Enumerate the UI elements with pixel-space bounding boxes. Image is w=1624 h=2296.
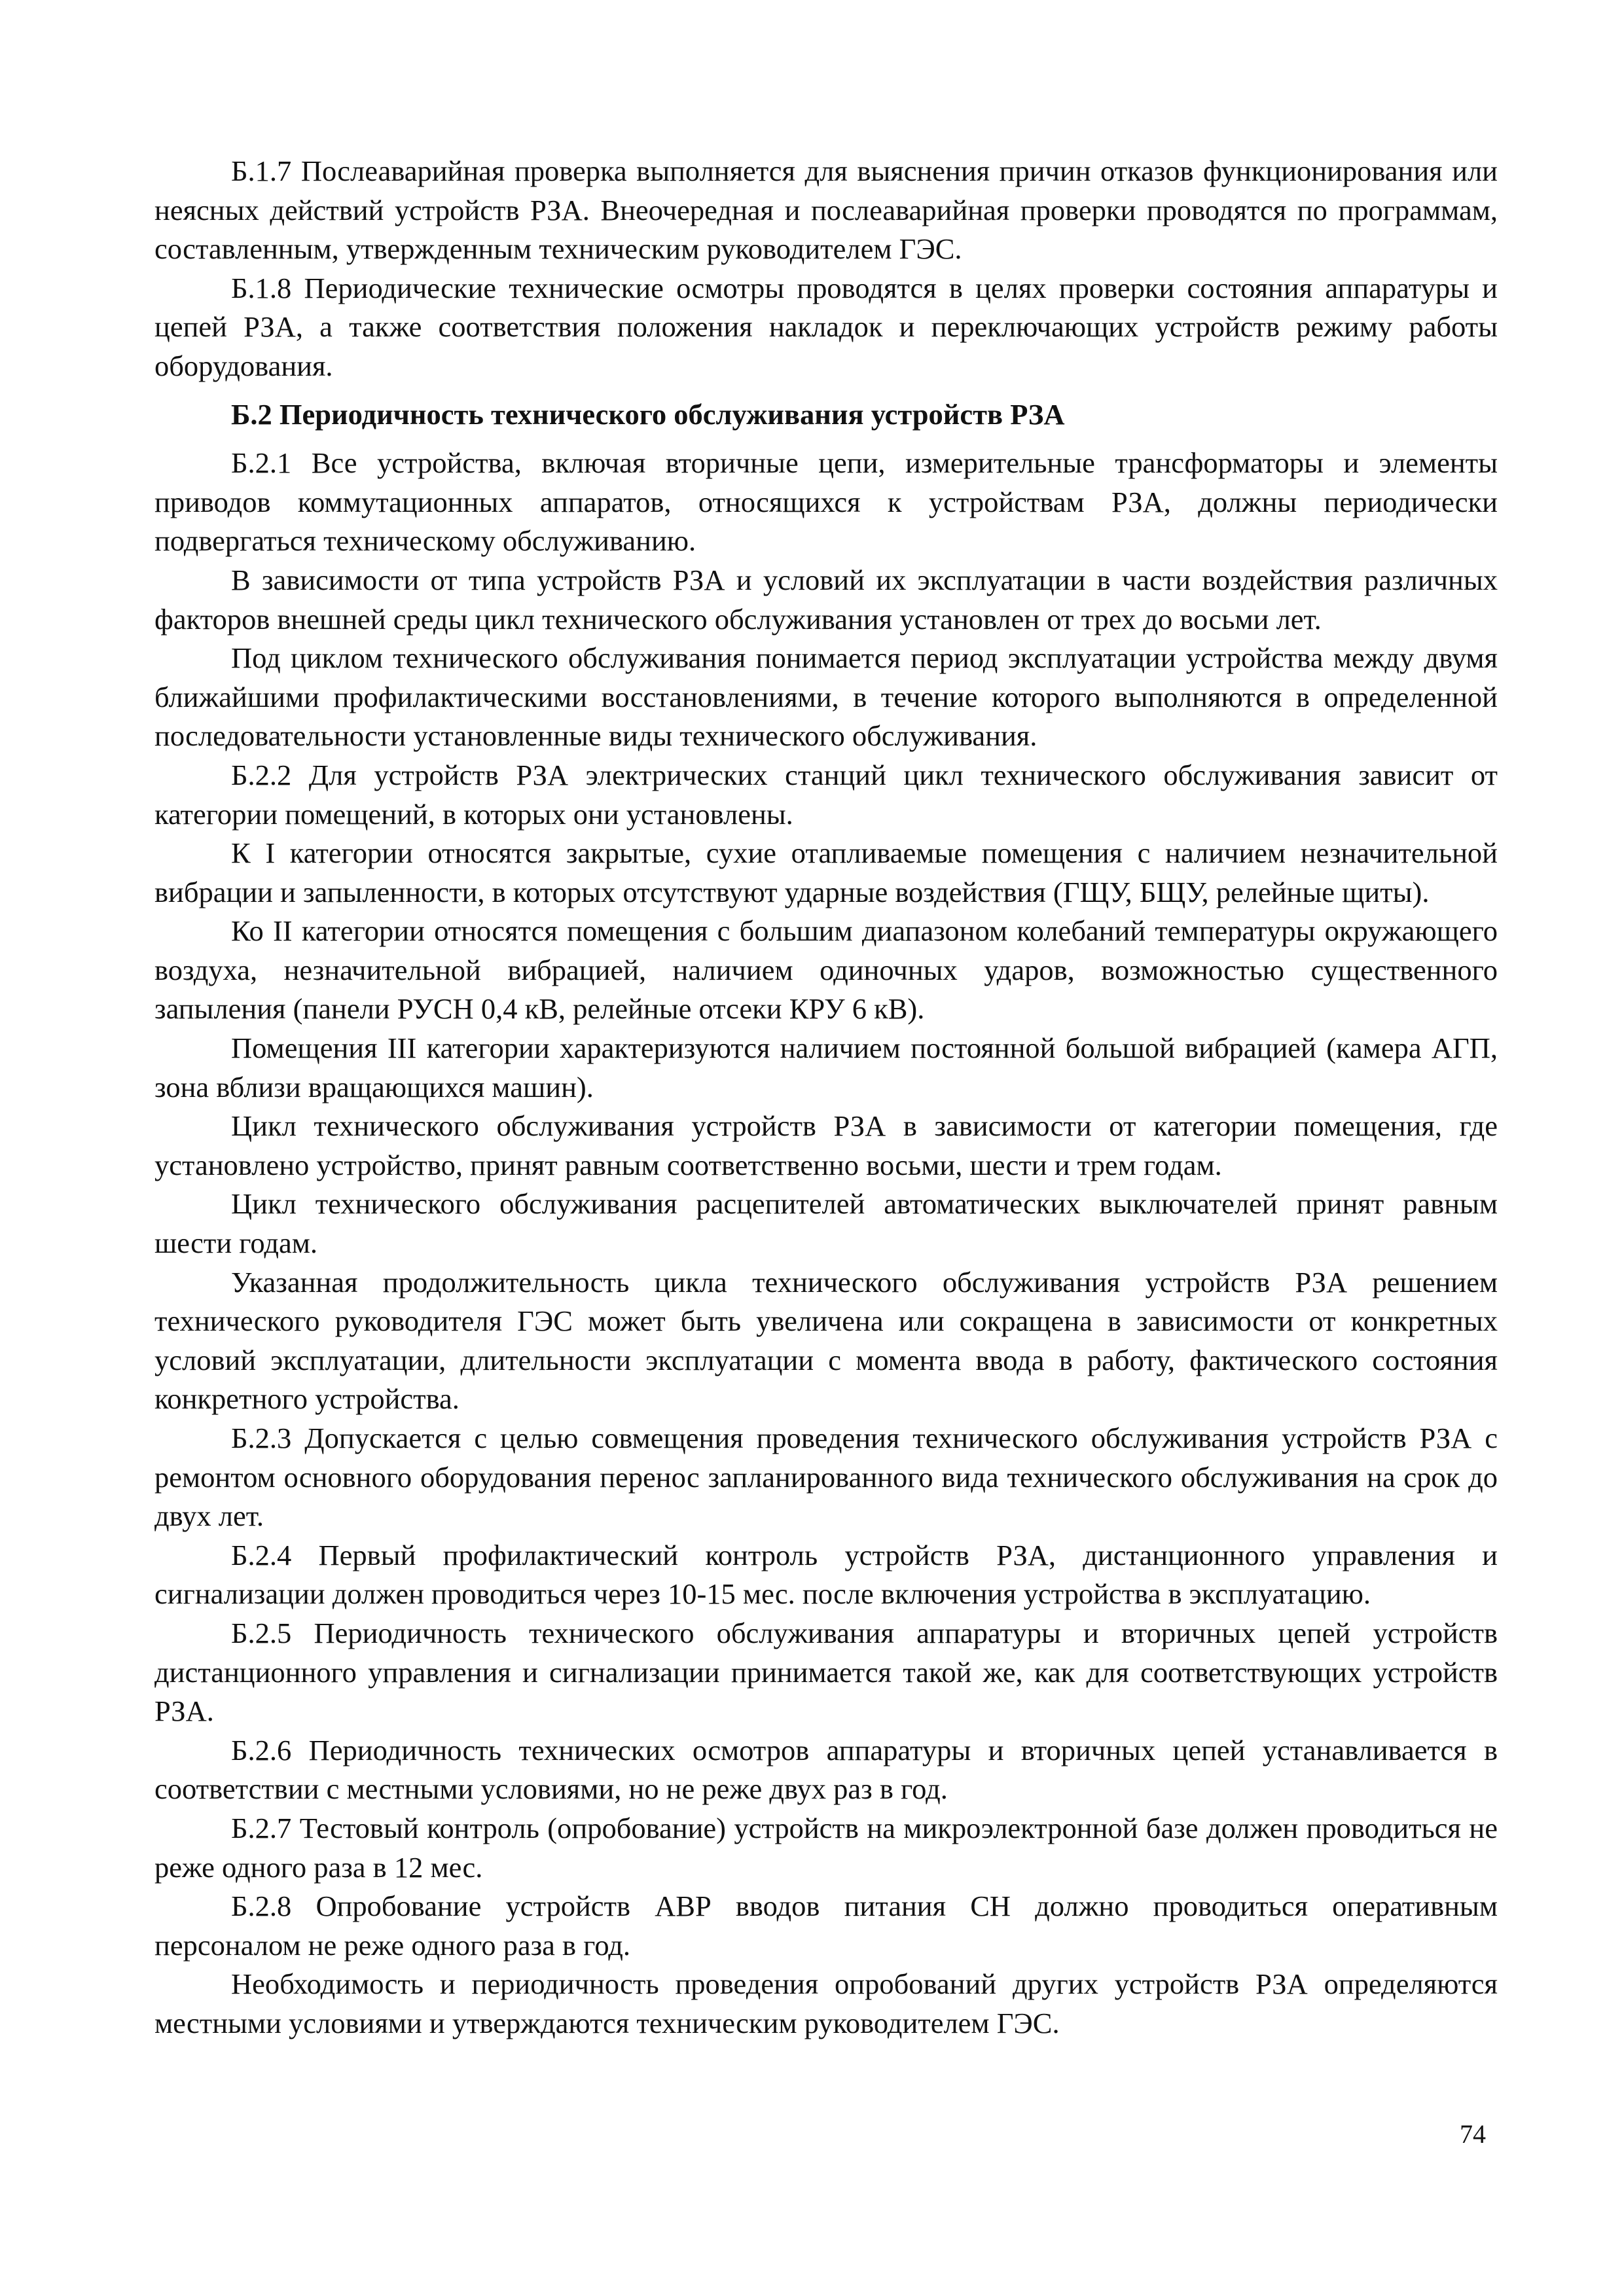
paragraph-b-2-4: Б.2.4 Первый профилактический контроль устройств РЗА, дистанционного управления и сигнализации должен проводиться через 10-15 мес. после включения устройства в эксплуатацию. [154, 1538, 1498, 1611]
document-page [154, 152, 1498, 2043]
paragraph-b-2-2: Б.2.2 Для устройств РЗА электрических станций цикл технического обслуживания зависит от категории помещений, в которых они установлены. [154, 758, 1498, 831]
paragraph-b-1-8: Б.1.8 Периодические технические осмотры проводятся в целях проверки состояния аппаратуры и цепей РЗА, а также соответствия положения накладок и переключающих устройств режиму работы оборудования. [154, 271, 1498, 382]
paragraph-b-1-7: Б.1.7 Послеаварийная проверка выполняется для выяснения причин отказов функционирования или неясных действий устройств РЗА. Внеочередная и послеаварийная проверки проводятся по программам, составленным, утвержденным техническим руководителем ГЭС. [154, 154, 1498, 266]
paragraph-category-2: Ко II категории относятся помещения с большим диапазоном колебаний температуры окружающего воздуха, незначительной вибрацией, наличием одиночных ударов, возможностью существенного запыления (панели РУСН 0,4 кВ, релейные отсеки КРУ 6 кВ). [154, 914, 1498, 1026]
paragraph-other-tests: Необходимость и периодичность проведения опробований других устройств РЗА определяются местными условиями и утверждаются техническим руководителем ГЭС. [154, 1967, 1498, 2039]
paragraph-cycle-adjustment: Указанная продолжительность цикла технического обслуживания устройств РЗА решением технического руководителя ГЭС может быть увеличена или сокращена в зависимости от конкретных условий эксплуатации, длительности эксплуатации с момента ввода в работу, фактического состояния конкретного устройства. [154, 1265, 1498, 1416]
page-number: 74 [1460, 2119, 1486, 2149]
paragraph-b-2-5: Б.2.5 Периодичность технического обслуживания аппаратуры и вторичных цепей устройств дистанционного управления и сигнализации принимается такой же, как для соответствующих устройств РЗА. [154, 1616, 1498, 1728]
paragraph-breaker-release-cycle: Цикл технического обслуживания расцепителей автоматических выключателей принят равным шести годам. [154, 1187, 1498, 1260]
paragraph-b-2-1: Б.2.1 Все устройства, включая вторичные цепи, измерительные трансформаторы и элементы приводов коммутационных аппаратов, относящихся к устройствам РЗА, должны периодически подвергаться техническому обслуживанию. [154, 446, 1498, 558]
paragraph-b-2-7: Б.2.7 Тестовый контроль (опробование) устройств на микроэлектронной базе должен проводиться не реже одного раза в 12 мес. [154, 1811, 1498, 1884]
paragraph-service-cycle-definition: Под циклом технического обслуживания понимается период эксплуатации устройства между двумя ближайшими профилактическими восстановлениями, в течение которого выполняются в определенной последовательности установленные виды технического обслуживания. [154, 641, 1498, 753]
paragraph-cycle-by-category: Цикл технического обслуживания устройств РЗА в зависимости от категории помещения, где установлено устройство, принят равным соответственно восьми, шести и трем годам. [154, 1109, 1498, 1181]
paragraph-category-1: К I категории относятся закрытые, сухие отапливаемые помещения с наличием незначительной вибрации и запыленности, в которых отсутствуют ударные воздействия (ГЩУ, БЩУ, релейные щиты). [154, 836, 1498, 908]
paragraph-service-cycle-range: В зависимости от типа устройств РЗА и условий их эксплуатации в части воздействия различных факторов внешней среды цикл технического обслуживания установлен от трех до восьми лет. [154, 563, 1498, 636]
paragraph-category-3: Помещения III категории характеризуются наличием постоянной большой вибрацией (камера АГП, зона вблизи вращающихся машин). [154, 1031, 1498, 1103]
section-heading-b-2: Б.2 Периодичность технического обслуживания устройств РЗА [231, 397, 1065, 431]
paragraph-b-2-6: Б.2.6 Периодичность технических осмотров аппаратуры и вторичных цепей устанавливается в соответствии с местными условиями, но не реже двух раз в год. [154, 1733, 1498, 1806]
paragraph-b-2-3: Б.2.3 Допускается с целью совмещения проведения технического обслуживания устройств РЗА с ремонтом основного оборудования перенос запланированного вида технического обслуживания на срок до двух лет. [154, 1422, 1498, 1533]
paragraph-b-2-8: Б.2.8 Опробование устройств АВР вводов питания СН должно проводиться оперативным персоналом не реже одного раза в год. [154, 1890, 1498, 1962]
